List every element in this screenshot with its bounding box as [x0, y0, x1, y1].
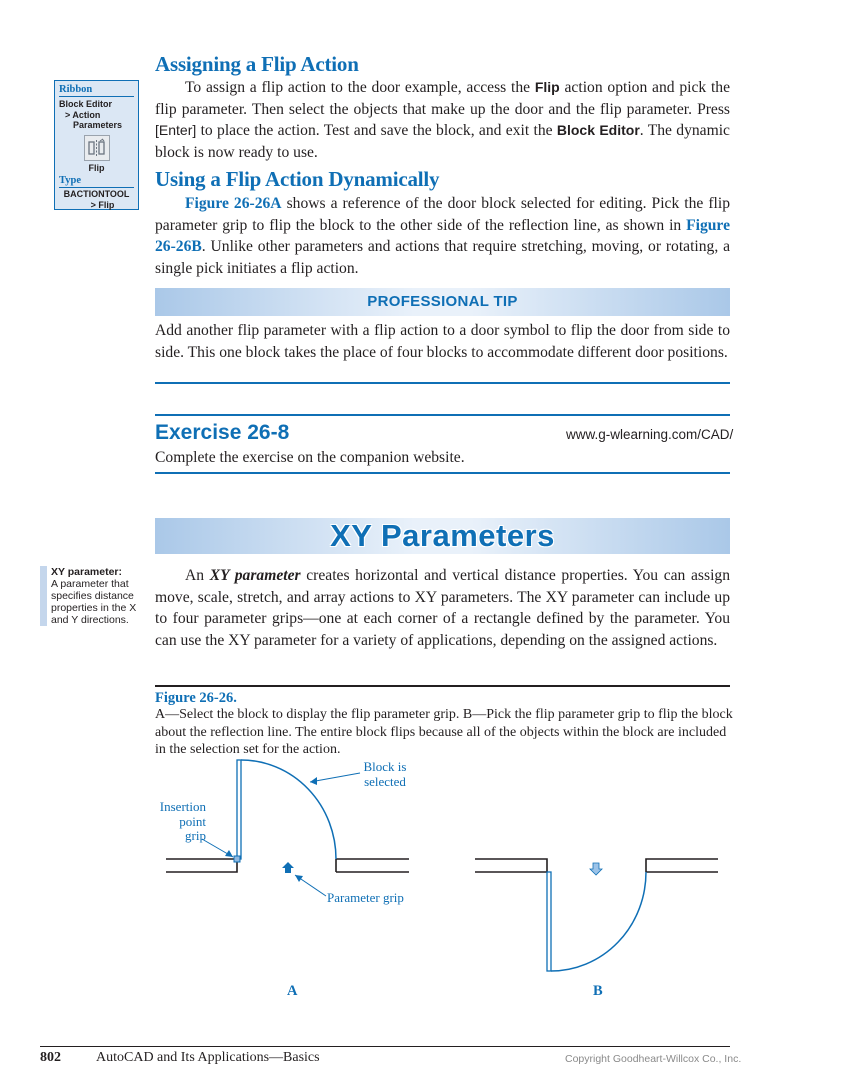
text: shows a reference of the door block selected for editing. Pick the flip parameter grip to flip the block to the other side of the reflection line, as shown in: [155, 195, 730, 234]
ribbon-path-line2: > Action: [65, 109, 101, 120]
callout-line: Insertion: [159, 799, 206, 814]
door-swing-arc-b: [551, 872, 646, 971]
type-command-option: > Flip: [90, 199, 115, 210]
text: An: [185, 567, 210, 584]
margin-definition: [40, 566, 149, 626]
professional-tip-banner: [155, 288, 730, 316]
callout-parameter-grip: Parameter grip: [327, 890, 404, 905]
book-title: AutoCAD and Its Applications—Basics: [96, 1050, 320, 1065]
door-leaf-a: [237, 760, 241, 859]
copyright: Copyright Goodheart-Willcox Co., Inc.: [565, 1053, 742, 1065]
enter-key: [Enter]: [155, 122, 197, 139]
exercise-text: Complete the exercise on the companion website.: [155, 449, 465, 466]
margin-term-definition: A parameter that specifies distance properties in the X and Y directions.: [51, 578, 137, 626]
figure-label-a: A: [287, 983, 298, 999]
professional-tip-title: PROFESSIONAL TIP: [367, 293, 518, 310]
tip-bottom-rule: [155, 382, 730, 384]
flip-term: Flip: [534, 79, 560, 95]
exercise-top-rule: [155, 414, 730, 416]
margin-term-label: XY parameter:: [51, 566, 123, 578]
figure-caption: A—Select the block to display the flip parameter grip. B—Pick the flip parameter grip to flip the block about the reflection line. The entire block flips because all of the objects within the block are included in the selection set for the action.: [155, 707, 733, 757]
heading-assigning-flip-action: Assigning a Flip Action: [155, 52, 359, 76]
ribbon-command-box: [54, 80, 139, 210]
footer-rule: [40, 1046, 730, 1047]
paragraph-xy-parameter: [155, 565, 730, 651]
exercise-bottom-rule: [155, 472, 730, 474]
parameter-grip-arrow-down: [590, 863, 602, 875]
text: creates horizontal and vertical distance properties. You can assign move, scale, stretch, and array actions to XY parameters. The XY parameter can include up to four parameter grips—one at each corner of a rectangle defined by the parameter. You can use the XY parameter for a variety of applications, depending on the assigned actions.: [155, 567, 730, 649]
flip-action-icon: [84, 135, 110, 161]
block-editor-term: Block Editor: [556, 122, 640, 139]
xy-parameter-term: XY parameter: [209, 567, 301, 584]
ribbon-label: Ribbon: [59, 84, 134, 97]
text: To assign a flip action to the door example, access the: [185, 79, 535, 96]
xy-parameters-title: XY Parameters: [330, 518, 555, 553]
callout-line: point: [179, 813, 206, 829]
figure-label-b: B: [593, 983, 603, 999]
text: action option and pick the flip parameter. Then select the objects that make up the door and the flip parameter. Press: [155, 79, 731, 118]
figure-title: Figure 26-26.: [155, 690, 237, 706]
page-number: 802: [40, 1050, 61, 1065]
callout-line: grip: [185, 828, 206, 843]
ribbon-path-line3: Parameters: [73, 120, 123, 130]
parameter-grip-arrow-up: [282, 862, 294, 873]
type-command: BACTIONTOOL: [63, 189, 130, 199]
figure-top-rule: [155, 685, 730, 687]
figure-26-26a-link[interactable]: Figure 26-26A: [185, 195, 282, 212]
leader-block-selected: [310, 773, 360, 782]
wall-left-a: [166, 859, 237, 872]
text: . Unlike other parameters and actions that require stretching, moving, or rotating, a single pick initiates a flip action.: [155, 238, 730, 277]
ribbon-path-line1: Block Editor: [59, 99, 113, 109]
callout-line: Block is: [363, 759, 407, 774]
wall-right-b: [646, 859, 718, 872]
callout-insertion-point-grip: [150, 800, 206, 844]
heading-using-flip-dynamically: Using a Flip Action Dynamically: [155, 167, 440, 191]
door-swing-arc-a: [241, 760, 336, 859]
text: to place the action. Test and save the block, and exit the: [196, 122, 557, 140]
insertion-point-grip: [234, 856, 240, 862]
callout-block-selected: [360, 760, 410, 789]
exercise-title: Exercise 26-8: [155, 421, 290, 444]
type-label: Type: [59, 175, 134, 188]
flip-icon-label: Flip: [88, 162, 105, 173]
wall-right-a: [336, 859, 409, 872]
paragraph-using-flip: [155, 193, 730, 279]
figure-26-26-drawing: [150, 755, 740, 1005]
door-leaf-b: [547, 872, 551, 971]
xy-parameters-banner: [155, 518, 730, 554]
callout-line: selected: [364, 773, 406, 789]
paragraph-assigning-flip: [155, 77, 730, 163]
text: . The dynamic block is now ready to use.: [155, 122, 730, 161]
professional-tip-text: Add another flip parameter with a flip action to a door symbol to flip the door from side to side. This one block takes the place of four blocks to accommodate different door positions.: [155, 322, 730, 361]
wall-left-b: [475, 859, 547, 872]
figure-26-26b-link[interactable]: Figure 26-26B: [155, 216, 730, 256]
exercise-url[interactable]: www.g-wlearning.com/CAD/: [566, 427, 734, 442]
